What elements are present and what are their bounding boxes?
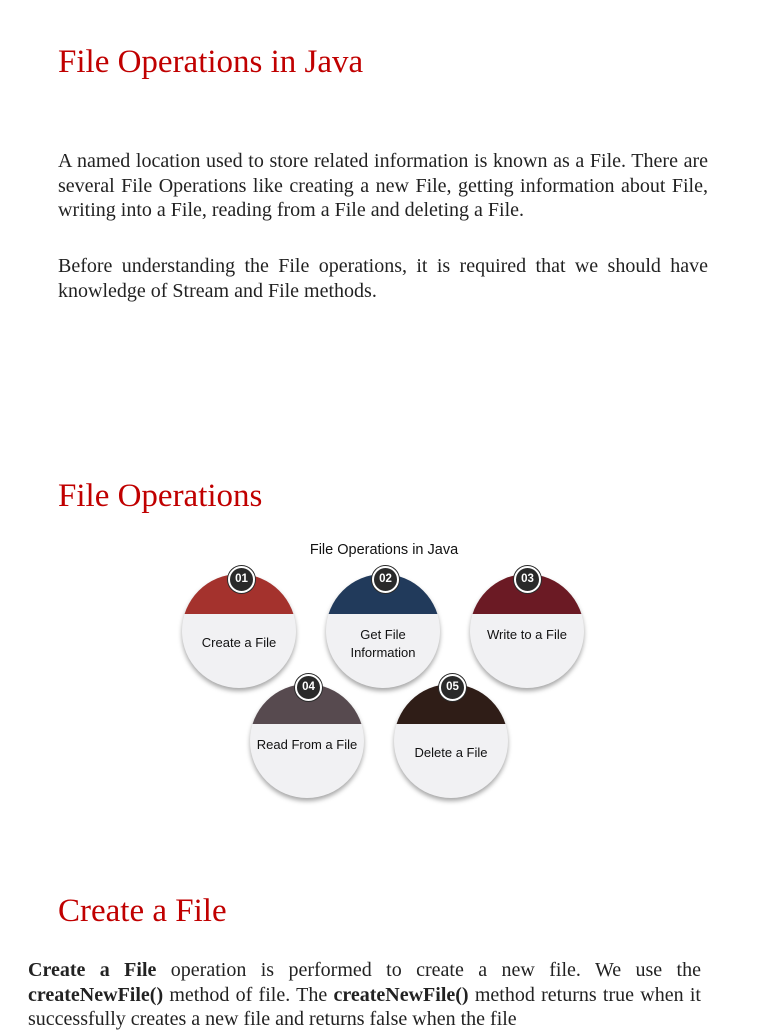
- file-operations-heading: File Operations: [58, 478, 263, 514]
- operation-label: Write to a File: [487, 627, 567, 642]
- intro-paragraph: A named location used to store related information is known as a File. There are several File Operations like creating a new File, getting information about File, writing into a File, reading from a File and deleting a File.: [58, 150, 708, 221]
- method-name: createNewFile(): [28, 983, 164, 1006]
- method-name: createNewFile(): [333, 983, 469, 1006]
- step-badge-01: 01: [228, 566, 255, 593]
- operation-read-from-file: [250, 684, 364, 798]
- operation-label: Read From a File: [256, 737, 358, 752]
- step-badge-05: 05: [439, 674, 466, 701]
- file-operations-figure: [170, 538, 600, 808]
- step-badge-04: 04: [295, 674, 322, 701]
- step-badge-02: 02: [372, 566, 399, 593]
- operation-label: Delete a File: [414, 745, 488, 760]
- page-title: File Operations in Java: [58, 44, 364, 80]
- paragraph-text: method of file. The: [163, 983, 334, 1006]
- figure-title: File Operations in Java: [309, 542, 459, 558]
- paragraph-text: operation is performed to create a new file. We use the: [156, 959, 701, 981]
- operation-label: Get File Information: [350, 627, 416, 660]
- step-badge-03: 03: [514, 566, 541, 593]
- operation-delete-file: [394, 684, 508, 798]
- prerequisite-paragraph: Before understanding the File operations, it is required that we should have knowledge of Stream and File methods.: [58, 255, 708, 302]
- create-file-paragraph: [28, 958, 701, 1032]
- create-file-heading: Create a File: [58, 893, 227, 929]
- create-file-term: Create a File: [28, 959, 157, 981]
- paragraph-text: method returns true when it successfully creates a new file and returns false when the file: [28, 983, 701, 1030]
- operation-label: Create a File: [201, 635, 277, 650]
